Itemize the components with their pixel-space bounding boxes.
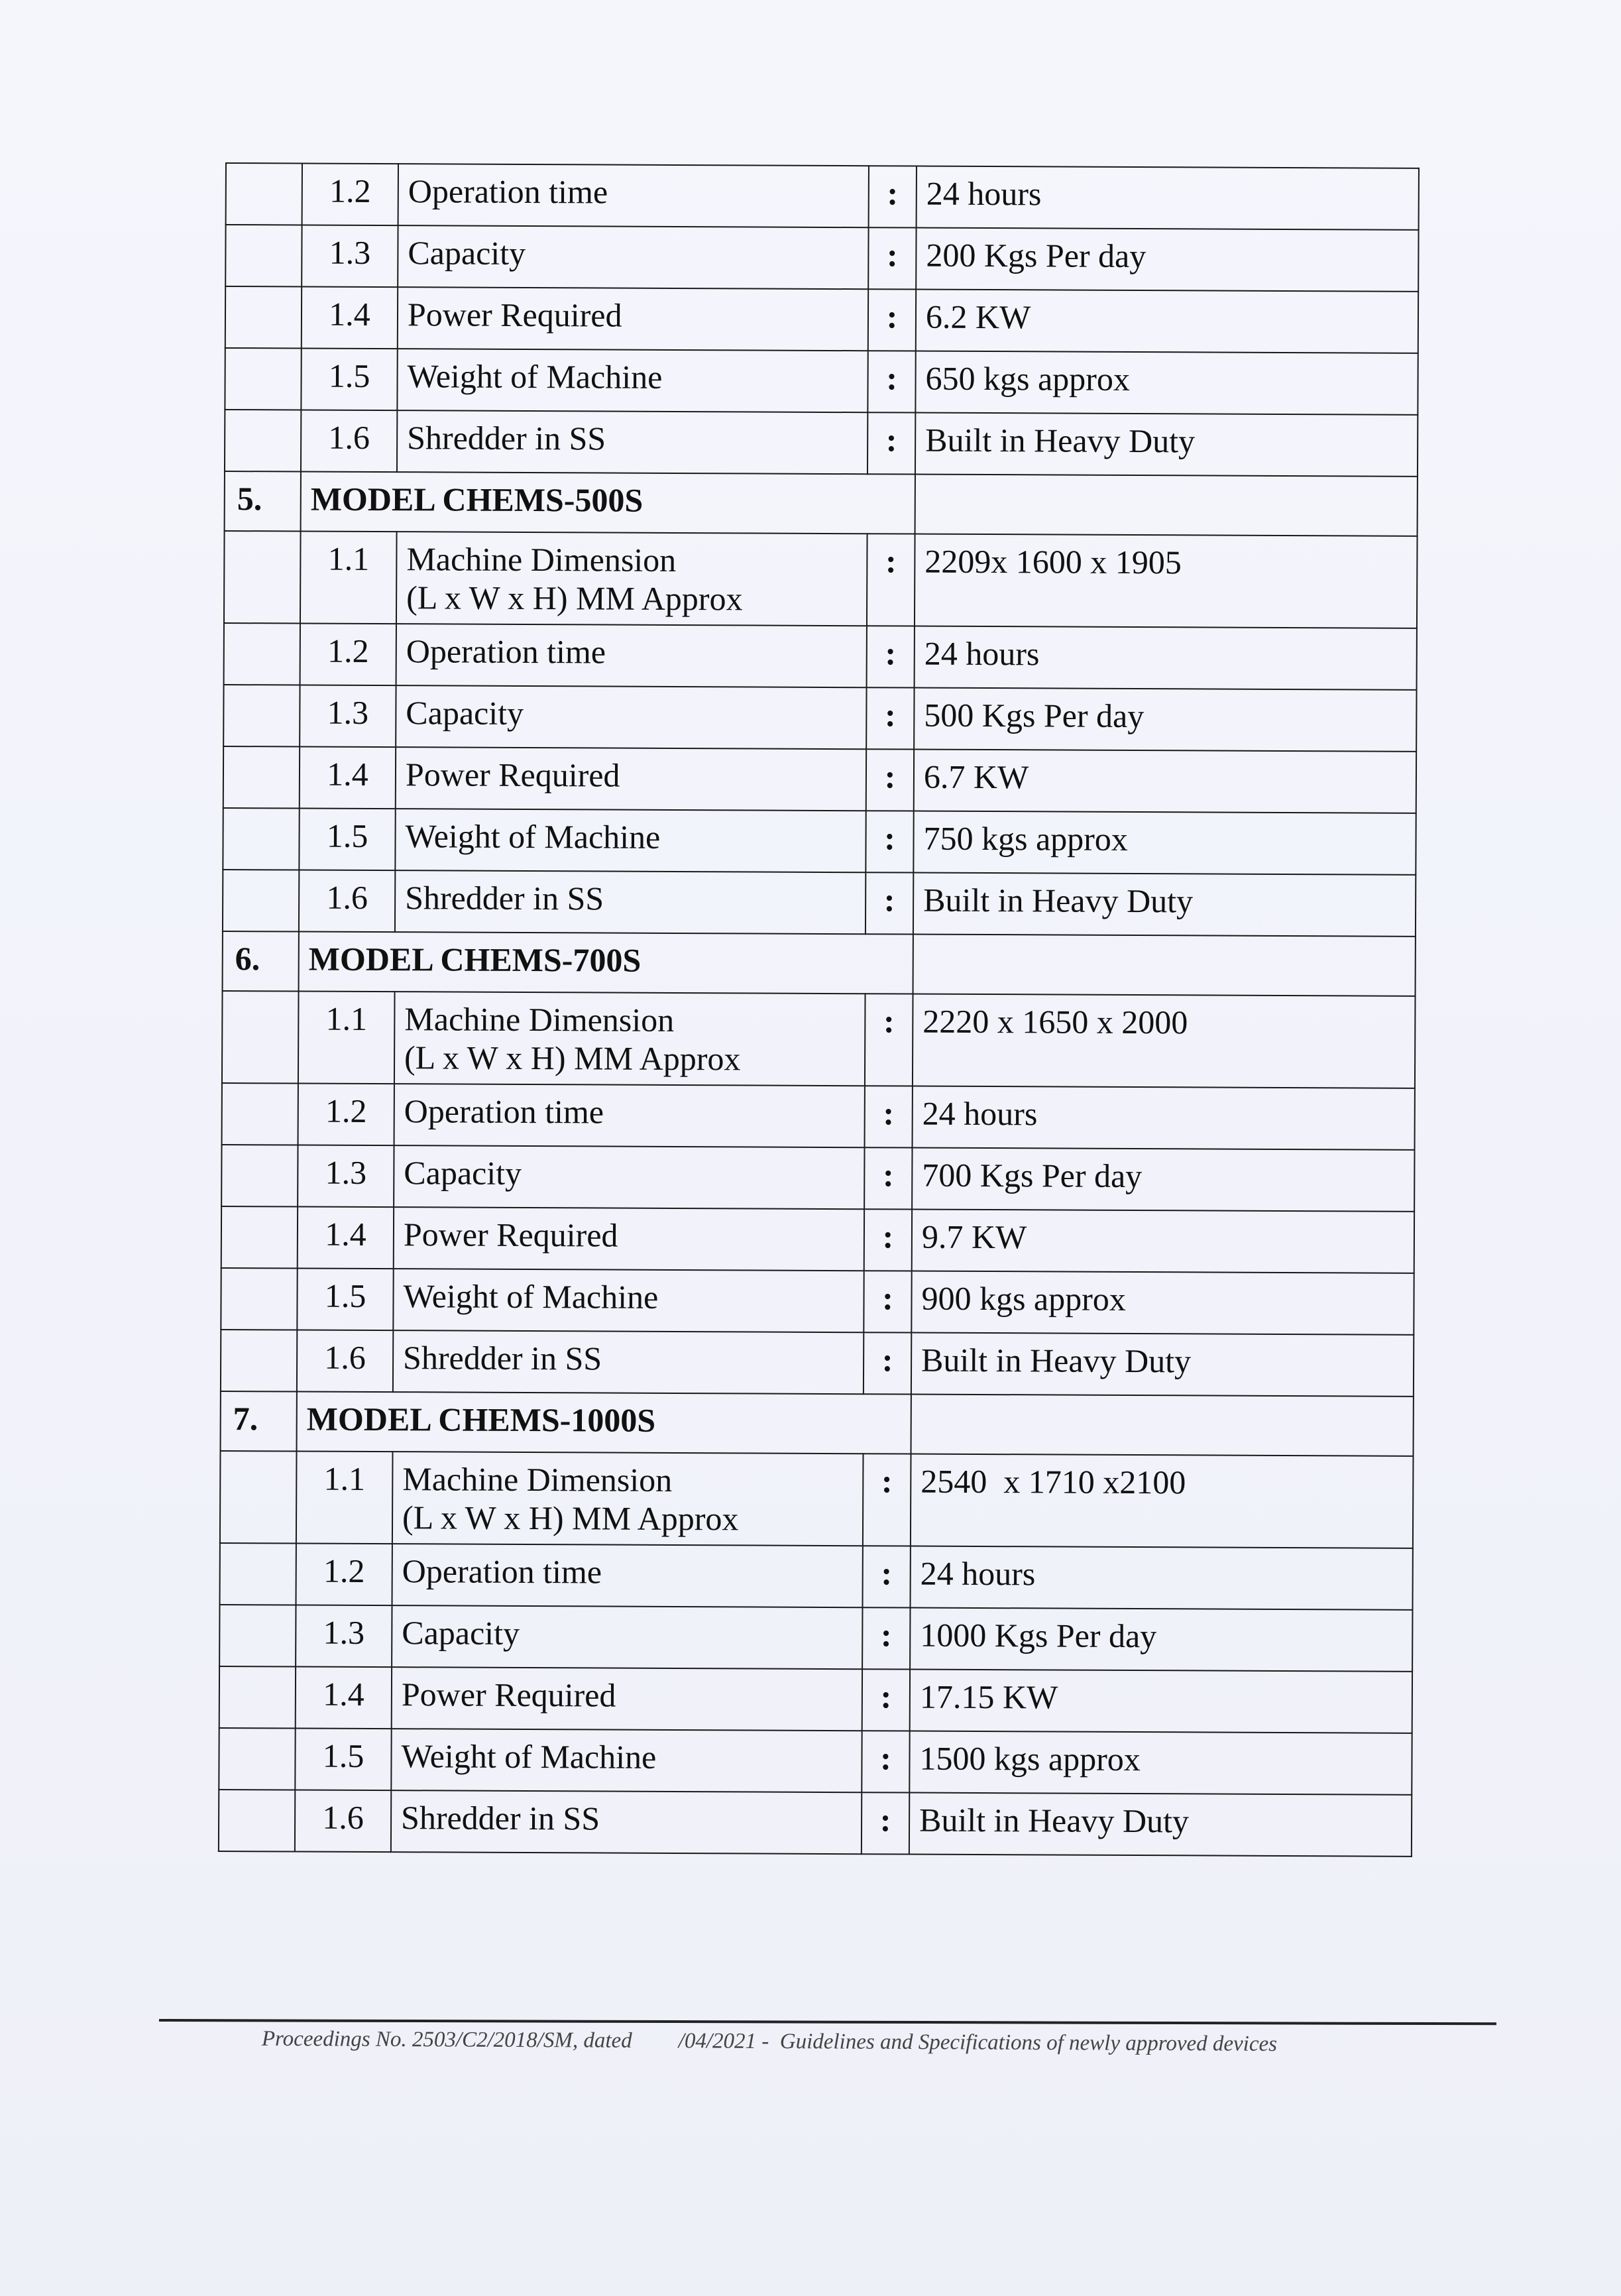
item-value: 500 Kgs Per day: [914, 688, 1416, 752]
number-cell: [220, 1451, 297, 1544]
item-label: [394, 992, 866, 1086]
separator-colon: :: [866, 872, 913, 934]
number-cell: [221, 1268, 297, 1330]
item-value: 24 hours: [915, 626, 1417, 690]
model-heading-row: [225, 471, 1418, 536]
footer-divider: [159, 2019, 1496, 2025]
empty-cell: [915, 475, 1418, 536]
model-heading-row: [223, 931, 1416, 996]
table-row: [219, 1666, 1412, 1733]
item-label: Power Required: [392, 1667, 862, 1731]
item-label: Operation time: [396, 624, 867, 687]
item-value: 9.7 KW: [912, 1210, 1414, 1273]
separator-colon: :: [862, 1607, 910, 1669]
separator-colon: :: [868, 289, 916, 351]
item-number: 1.5: [295, 1728, 391, 1790]
item-label: Weight of Machine: [391, 1729, 862, 1792]
item-label: Operation time: [398, 164, 869, 227]
item-label: Power Required: [398, 287, 868, 351]
specification-table-body: [219, 163, 1419, 1857]
item-label: Shredder in SS: [395, 870, 866, 934]
separator-colon: :: [862, 1669, 910, 1731]
item-number: 1.3: [296, 1605, 392, 1667]
item-value: 200 Kgs Per day: [916, 228, 1418, 292]
item-label-line: Machine Dimension: [406, 540, 677, 579]
item-value: 1000 Kgs Per day: [910, 1608, 1412, 1672]
separator-colon: :: [867, 412, 915, 474]
separator-colon: :: [864, 1209, 912, 1271]
item-number: 1.3: [298, 1145, 394, 1207]
item-value: 24 hours: [913, 1086, 1415, 1150]
model-number: 6.: [223, 931, 299, 992]
item-number: 1.6: [297, 1330, 393, 1392]
separator-colon: :: [865, 1086, 913, 1147]
item-number: 1.5: [299, 808, 395, 870]
item-label-line: Machine Dimension: [404, 1000, 675, 1039]
model-number: 5.: [225, 471, 301, 532]
number-cell: [222, 991, 299, 1084]
item-value: 6.7 KW: [914, 750, 1416, 813]
item-number: 1.3: [302, 225, 398, 288]
table-row: [221, 1145, 1414, 1212]
separator-colon: :: [862, 1731, 909, 1792]
footer-title: Guidelines and Specifications of newly approved devices: [779, 2030, 1278, 2057]
separator-colon: :: [866, 811, 913, 872]
number-cell: [222, 1083, 298, 1145]
model-title: MODEL CHEMS-1000S: [297, 1391, 911, 1454]
separator-colon: :: [862, 1546, 910, 1607]
table-row: [223, 685, 1416, 752]
separator-colon: :: [865, 994, 913, 1086]
item-value: 900 kgs approx: [911, 1271, 1414, 1335]
number-cell: [219, 1790, 295, 1852]
item-label: Shredder in SS: [393, 1330, 864, 1394]
specification-table-wrapper: [218, 162, 1418, 1857]
item-value: 2209x 1600 x 1905: [915, 534, 1418, 628]
number-cell: [219, 1666, 296, 1729]
item-value: 1500 kgs approx: [909, 1731, 1412, 1795]
model-heading-row: [221, 1391, 1414, 1456]
item-number: 1.1: [296, 1451, 393, 1544]
number-cell: [225, 410, 301, 472]
item-value: Built in Heavy Duty: [915, 413, 1418, 477]
table-row: [225, 348, 1418, 415]
table-row: [222, 991, 1416, 1088]
table-row: [222, 1083, 1415, 1150]
table-row: [225, 286, 1418, 353]
separator-colon: :: [863, 1454, 911, 1546]
number-cell: [223, 870, 299, 932]
item-label: Operation time: [394, 1084, 865, 1147]
number-cell: [223, 808, 299, 870]
item-value: Built in Heavy Duty: [913, 873, 1416, 937]
page-footer: [262, 2027, 1277, 2057]
item-label: Power Required: [394, 1207, 864, 1271]
item-label: Operation time: [392, 1544, 863, 1607]
table-row: [220, 1451, 1414, 1548]
number-cell: [219, 1728, 295, 1790]
specification-table: [218, 162, 1420, 1857]
table-row: [219, 1790, 1412, 1857]
number-cell: [223, 746, 300, 809]
item-label: Power Required: [396, 747, 866, 811]
item-number: 1.1: [300, 532, 397, 624]
model-title: MODEL CHEMS-500S: [301, 472, 915, 534]
item-number: 1.4: [296, 1666, 392, 1729]
table-row: [223, 746, 1416, 813]
number-cell: [221, 1145, 298, 1207]
number-cell: [226, 163, 302, 225]
number-cell: [221, 1330, 297, 1392]
table-row: [220, 1543, 1413, 1610]
item-label: [392, 1452, 864, 1546]
item-number: 1.2: [300, 623, 396, 685]
item-number: 1.3: [300, 685, 396, 747]
item-number: 1.2: [298, 1083, 394, 1145]
item-number: 1.4: [302, 287, 398, 349]
item-value: 750 kgs approx: [913, 811, 1416, 875]
item-value: 17.15 KW: [910, 1670, 1412, 1733]
table-row: [224, 531, 1418, 628]
separator-colon: :: [869, 166, 917, 227]
number-cell: [225, 286, 302, 349]
separator-colon: :: [864, 1271, 911, 1332]
item-label: Capacity: [394, 1145, 864, 1209]
number-cell: [224, 623, 300, 685]
item-label: Weight of Machine: [397, 349, 867, 412]
item-number: 1.6: [299, 870, 395, 932]
empty-cell: [911, 1395, 1414, 1456]
empty-cell: [913, 935, 1416, 996]
item-number: 1.4: [298, 1206, 394, 1269]
item-label-line: (L x W x H) MM Approx: [406, 578, 743, 617]
item-value: Built in Heavy Duty: [909, 1793, 1412, 1857]
item-label: Capacity: [396, 685, 866, 749]
separator-colon: :: [866, 749, 914, 811]
table-row: [226, 163, 1419, 230]
model-number: 7.: [221, 1391, 297, 1452]
item-number: 1.2: [296, 1543, 392, 1605]
number-cell: [224, 531, 301, 624]
separator-colon: :: [862, 1792, 909, 1854]
table-row: [224, 623, 1417, 690]
number-cell: [223, 685, 300, 747]
footer-date: /04/2021 -: [678, 2029, 769, 2054]
item-label: [396, 532, 867, 626]
item-number: 1.5: [301, 349, 397, 411]
table-row: [219, 1728, 1412, 1795]
item-label: Capacity: [392, 1605, 862, 1669]
item-value: 24 hours: [917, 166, 1419, 230]
number-cell: [225, 348, 301, 410]
table-row: [225, 410, 1418, 477]
item-label: Shredder in SS: [391, 1790, 862, 1854]
number-cell: [220, 1543, 296, 1605]
item-label-line: (L x W x H) MM Approx: [404, 1038, 741, 1077]
footer-proceedings: Proceedings No. 2503/C2/2018/SM, dated: [261, 2027, 632, 2053]
item-number: 1.6: [301, 410, 397, 473]
separator-colon: :: [867, 626, 915, 687]
table-row: [221, 1206, 1414, 1273]
item-number: 1.1: [298, 991, 395, 1084]
separator-colon: :: [868, 227, 916, 289]
model-title: MODEL CHEMS-700S: [299, 931, 913, 994]
separator-colon: :: [867, 351, 915, 412]
item-value: 6.2 KW: [916, 290, 1418, 353]
item-value: 650 kgs approx: [915, 351, 1418, 415]
separator-colon: :: [864, 1147, 912, 1209]
item-value: 2220 x 1650 x 2000: [913, 994, 1416, 1088]
number-cell: [225, 225, 302, 287]
table-row: [225, 225, 1418, 292]
item-number: 1.6: [295, 1790, 391, 1852]
item-label-line: (L x W x H) MM Approx: [402, 1498, 739, 1537]
item-label: Shredder in SS: [397, 410, 867, 474]
item-number: 1.2: [302, 164, 398, 226]
table-row: [219, 1605, 1412, 1672]
item-label-line: Machine Dimension: [402, 1460, 673, 1499]
item-number: 1.5: [297, 1268, 393, 1330]
item-value: Built in Heavy Duty: [911, 1333, 1414, 1397]
item-number: 1.4: [300, 746, 396, 809]
table-row: [223, 808, 1416, 875]
item-value: 2540 x 1710 x2100: [911, 1454, 1414, 1548]
separator-colon: :: [864, 1332, 911, 1394]
table-row: [221, 1330, 1414, 1397]
item-label: Weight of Machine: [393, 1269, 864, 1332]
item-value: 700 Kgs Per day: [912, 1148, 1414, 1212]
separator-colon: :: [866, 687, 914, 749]
item-label: Capacity: [398, 225, 868, 289]
item-label: Weight of Machine: [395, 809, 866, 872]
table-row: [221, 1268, 1414, 1335]
table-row: [223, 870, 1416, 937]
separator-colon: :: [867, 534, 915, 626]
number-cell: [219, 1605, 296, 1667]
number-cell: [221, 1206, 298, 1269]
item-value: 24 hours: [910, 1546, 1412, 1610]
